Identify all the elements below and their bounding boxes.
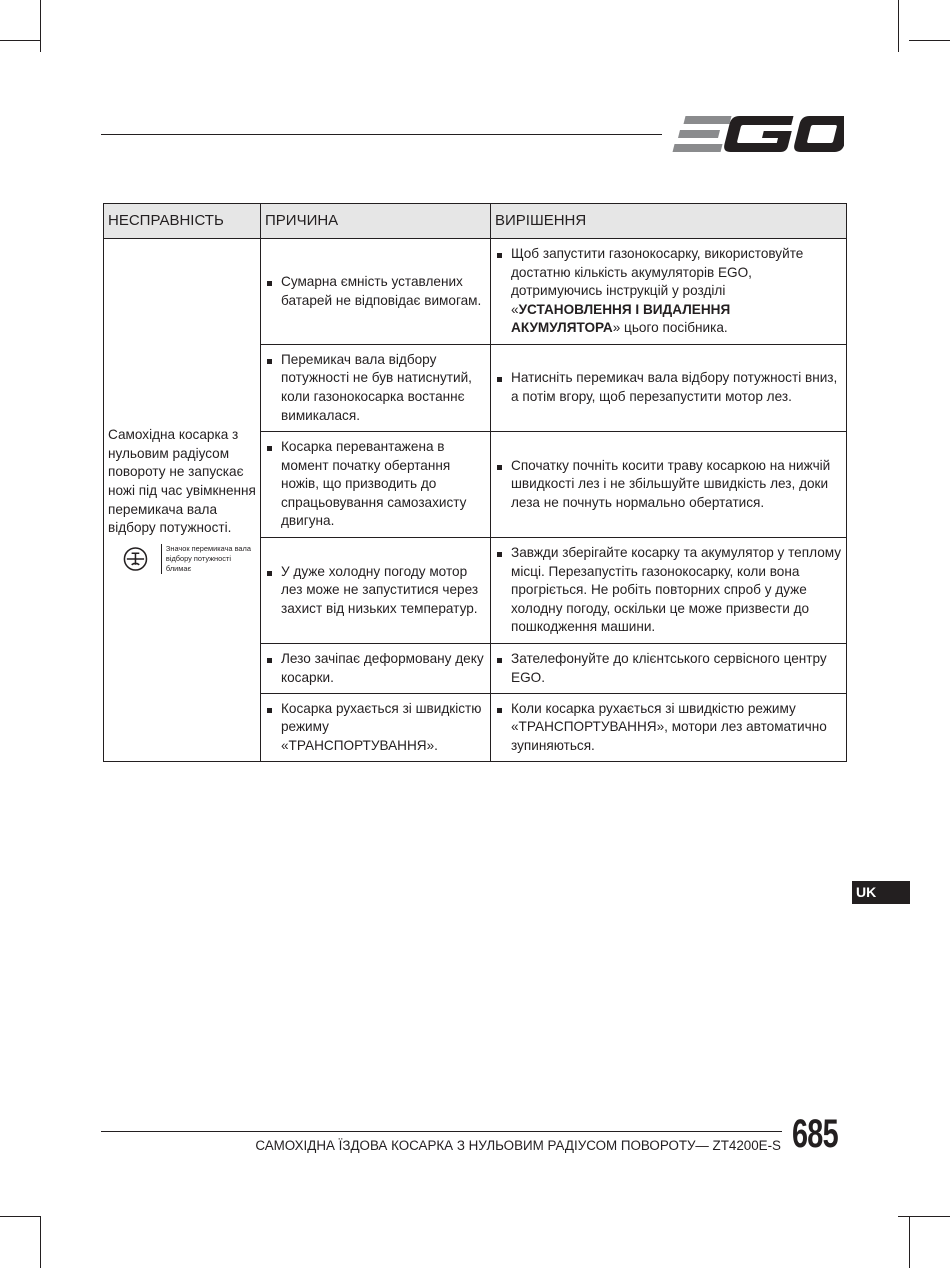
solution-text-part: » цього посібника. [612,320,728,336]
solution-text: Спочатку почніть косити траву косаркою на нижчій швидкості лез і не збільшуйте швидкість лез, доки леза не почнуть нормально обертатися. [511,457,831,510]
crop-mark [0,40,40,41]
solution-text: Завжди зберігайте косарку та акумулятор у теплому місці. Перезапустіть газонокосарку, коли вона прогріється. Не робіть повторних спроб у дуже холодну погоду, оскільки це може призвести до пошкодження машини. [511,545,842,635]
crop-mark [0,1216,40,1217]
header-cause: ПРИЧИНА [261,204,491,239]
cause-text: Сумарна ємність уставлених батарей не відповідає вимогам. [281,273,482,308]
bullet-icon [497,377,502,382]
solution-text [511,245,842,338]
solution-text: Коли косарка рухається зі швидкістю режиму «ТРАНСПОРТУВАННЯ», мотори лез автоматично зупиняються. [511,700,827,753]
icon-note: Значок перемикача вала відбору потужності блимає [161,544,256,574]
cause-text: Косарка перевантажена в момент початку обертання ножів, що призводить до спрацьовування самозахисту двигуна. [281,439,467,529]
crop-mark [898,1216,950,1217]
bullet-icon [497,552,502,557]
header-rule [101,134,662,135]
crop-mark [40,0,41,52]
solution-cell [491,694,847,762]
header-solution: ВИРІШЕННЯ [491,204,847,239]
page-number: 685 [792,1112,838,1156]
cause-cell [261,694,491,762]
header-problem: НЕСПРАВНІСТЬ [104,204,261,239]
crop-mark [898,0,899,52]
solution-text: Натисніть перемикач вала відбору потужності вниз, а потім вгору, щоб перезапустити мотор лез. [511,370,838,404]
cause-text: Лезо зачіпає деформовану деку косарки. [281,650,484,685]
cause-cell [261,432,491,538]
troubleshooting-table [103,203,847,762]
solution-text-part: Щоб запустити газонокосарку, використовуйте достатню кількість акумуляторів EGO, дотримуючись інструкцій у розділі « [511,246,804,317]
bullet-icon [267,446,272,451]
bullet-icon [497,253,502,258]
crop-mark [40,1216,41,1268]
problem-icon-row [108,544,256,574]
cause-text: Перемикач вала відбору потужності не був натиснутий, коли газонокосарка востаннє вимикалася. [281,351,472,423]
solution-cell [491,239,847,345]
logo-o [793,116,844,152]
bullet-icon [267,658,272,663]
cause-cell [261,239,491,345]
logo-g [723,116,796,152]
bullet-icon [267,281,272,286]
footer-rule [101,1131,782,1132]
solution-cell [491,345,847,432]
ego-logo [672,114,844,154]
bullet-icon [497,465,502,470]
table-row [104,239,847,345]
language-tab: UK [852,881,910,904]
table-header-row [104,204,847,239]
problem-cell [104,239,261,762]
cause-cell [261,345,491,432]
bullet-icon [267,571,272,576]
solution-section-link-text: УСТАНОВЛЕННЯ І ВИДАЛЕННЯ АКУМУЛЯТОРА [511,301,731,336]
cause-cell [261,644,491,694]
logo-e-middle [678,130,720,138]
pto-switch-icon [123,546,148,572]
logo-e-top [684,116,732,124]
solution-cell [491,644,847,694]
bullet-icon [267,359,272,364]
solution-cell [491,538,847,644]
cause-text: У дуже холодну погоду мотор лез може не запуститися через захист від низьких температур. [281,563,479,616]
solution-text: Зателефонуйте до клієнтського сервісного центру EGO. [511,650,827,685]
bullet-icon [497,658,502,663]
crop-mark [909,40,950,41]
footer-title: САМОХІДНА ЇЗДОВА КОСАРКА З НУЛЬОВИМ РАДІУСОМ ПОВОРОТУ— ZT4200E-S [255,1138,781,1153]
cause-text: Косарка рухається зі швидкістю режиму «ТРАНСПОРТУВАННЯ». [281,700,482,753]
logo-e-bottom [673,144,723,152]
solution-cell [491,432,847,538]
bullet-icon [497,708,502,713]
cause-cell [261,538,491,644]
bullet-icon [267,708,272,713]
problem-text: Самохідна косарка з нульовим радіусом повороту не запускає ножі під час увімкнення перемикача вала відбору потужності. [108,427,256,536]
crop-mark [909,1216,910,1268]
